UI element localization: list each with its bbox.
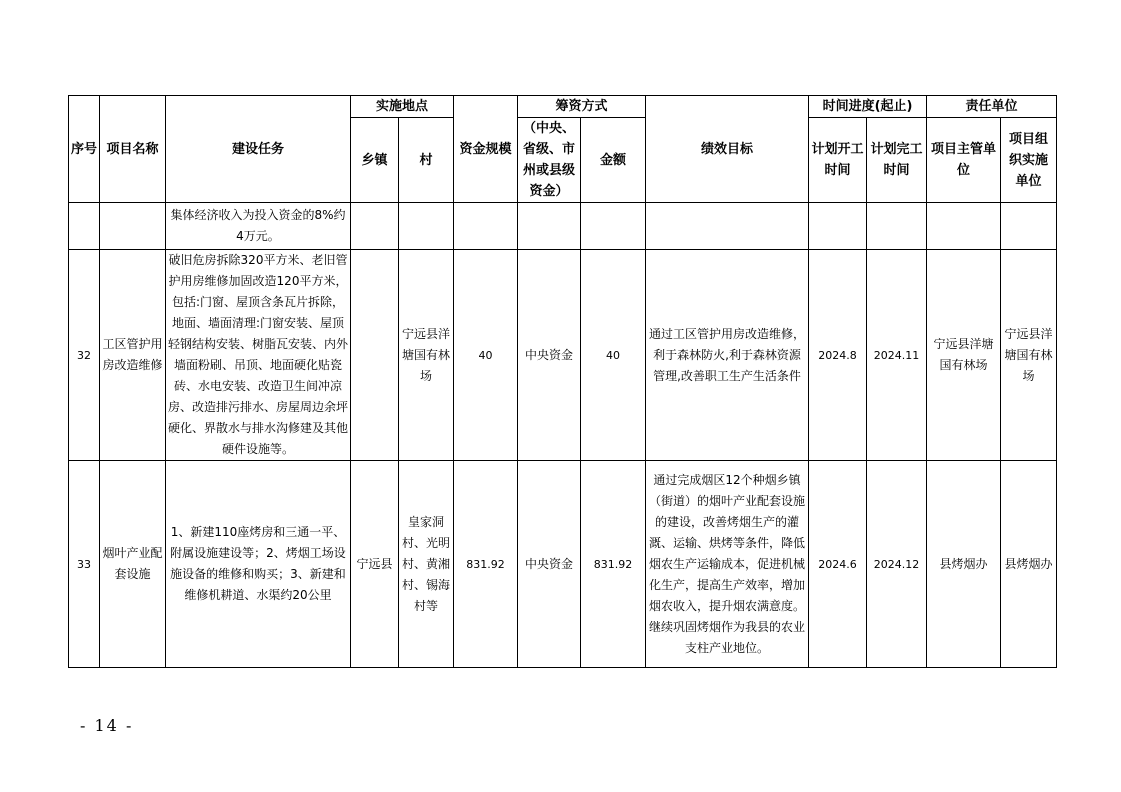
cell-dept (927, 203, 1001, 250)
cell-name: 烟叶产业配套设施 (100, 461, 166, 668)
cell-township (351, 203, 399, 250)
cell-village (399, 203, 454, 250)
header-village: 村 (399, 118, 454, 203)
header-funding-source: （中央、省级、市州或县级资金） (518, 118, 581, 203)
cell-impl: 宁远县洋塘国有林场 (1001, 250, 1057, 461)
cell-end: 2024.11 (867, 250, 927, 461)
cell-impl (1001, 203, 1057, 250)
cell-end: 2024.12 (867, 461, 927, 668)
header-amount: 金额 (581, 118, 646, 203)
header-dept: 项目主管单位 (927, 118, 1001, 203)
header-row-1 (69, 96, 1057, 118)
cell-seq: 33 (69, 461, 100, 668)
cell-task: 破旧危房拆除320平方米、老旧管护用房维修加固改造120平方米，包括:门窗、屋顶含条瓦片拆除，地面、墙面清理:门窗安装、屋顶轻钢结构安装、树脂瓦安装、内外墙面粉刷、吊顶、地面硬化贴瓷砖、水电安装、改造卫生间冲凉房、改造排污排水、房屋周边余坪硬化、界散水与排水沟修建及其他硬件设施等。 (166, 250, 351, 461)
header-performance-target: 绩效目标 (646, 96, 809, 203)
table-row (69, 461, 1057, 668)
cell-village: 宁远县洋塘国有林场 (399, 250, 454, 461)
cell-end (867, 203, 927, 250)
cell-task: 1、新建110座烤房和三通一平、附属设施建设等；2、烤烟工场设施设备的维修和购买；3、新建和维修机耕道、水渠约20公里 (166, 461, 351, 668)
page-number: - 14 - (80, 716, 134, 735)
header-township: 乡镇 (351, 118, 399, 203)
header-end-time: 计划完工时间 (867, 118, 927, 203)
header-construction-task: 建设任务 (166, 96, 351, 203)
cell-seq: 32 (69, 250, 100, 461)
cell-name (100, 203, 166, 250)
cell-start (809, 203, 867, 250)
header-fund-scale: 资金规模 (454, 96, 518, 203)
cell-start: 2024.6 (809, 461, 867, 668)
cell-fund (454, 203, 518, 250)
cell-amount: 831.92 (581, 461, 646, 668)
cell-task: 集体经济收入为投入资金的8%约4万元。 (166, 203, 351, 250)
header-schedule: 时间进度(起止) (809, 96, 927, 118)
header-funding-method: 筹资方式 (518, 96, 646, 118)
cell-source: 中央资金 (518, 461, 581, 668)
cell-amount: 40 (581, 250, 646, 461)
cell-source (518, 203, 581, 250)
table-row (69, 250, 1057, 461)
cell-amount (581, 203, 646, 250)
header-impl-unit: 项目组织实施单位 (1001, 118, 1057, 203)
cell-target: 通过完成烟区12个种烟乡镇（街道）的烟叶产业配套设施的建设，改善烤烟生产的灌溉、运输、烘烤等条件，降低烟农生产运输成本，促进机械化生产，提高生产效率，增加烟农收入，提升烟农满意度。继续巩固烤烟作为我县的农业支柱产业地位。 (646, 461, 809, 668)
cell-target (646, 203, 809, 250)
cell-name: 工区管护用房改造维修 (100, 250, 166, 461)
cell-dept: 县烤烟办 (927, 461, 1001, 668)
project-table (68, 95, 1057, 668)
cell-target: 通过工区管护用房改造维修，利于森林防火,利于森林资源管理,改善职工生产生活条件 (646, 250, 809, 461)
table-row (69, 203, 1057, 250)
cell-fund: 40 (454, 250, 518, 461)
cell-fund: 831.92 (454, 461, 518, 668)
cell-dept: 宁远县洋塘国有林场 (927, 250, 1001, 461)
header-seq: 序号 (69, 96, 100, 203)
cell-seq (69, 203, 100, 250)
header-start-time: 计划开工时间 (809, 118, 867, 203)
header-location: 实施地点 (351, 96, 454, 118)
cell-start: 2024.8 (809, 250, 867, 461)
cell-village: 皇家洞村、光明村、黄湘村、锡海村等 (399, 461, 454, 668)
header-project-name: 项目名称 (100, 96, 166, 203)
cell-township (351, 250, 399, 461)
cell-source: 中央资金 (518, 250, 581, 461)
cell-impl: 县烤烟办 (1001, 461, 1057, 668)
cell-township: 宁远县 (351, 461, 399, 668)
header-responsibility: 责任单位 (927, 96, 1057, 118)
